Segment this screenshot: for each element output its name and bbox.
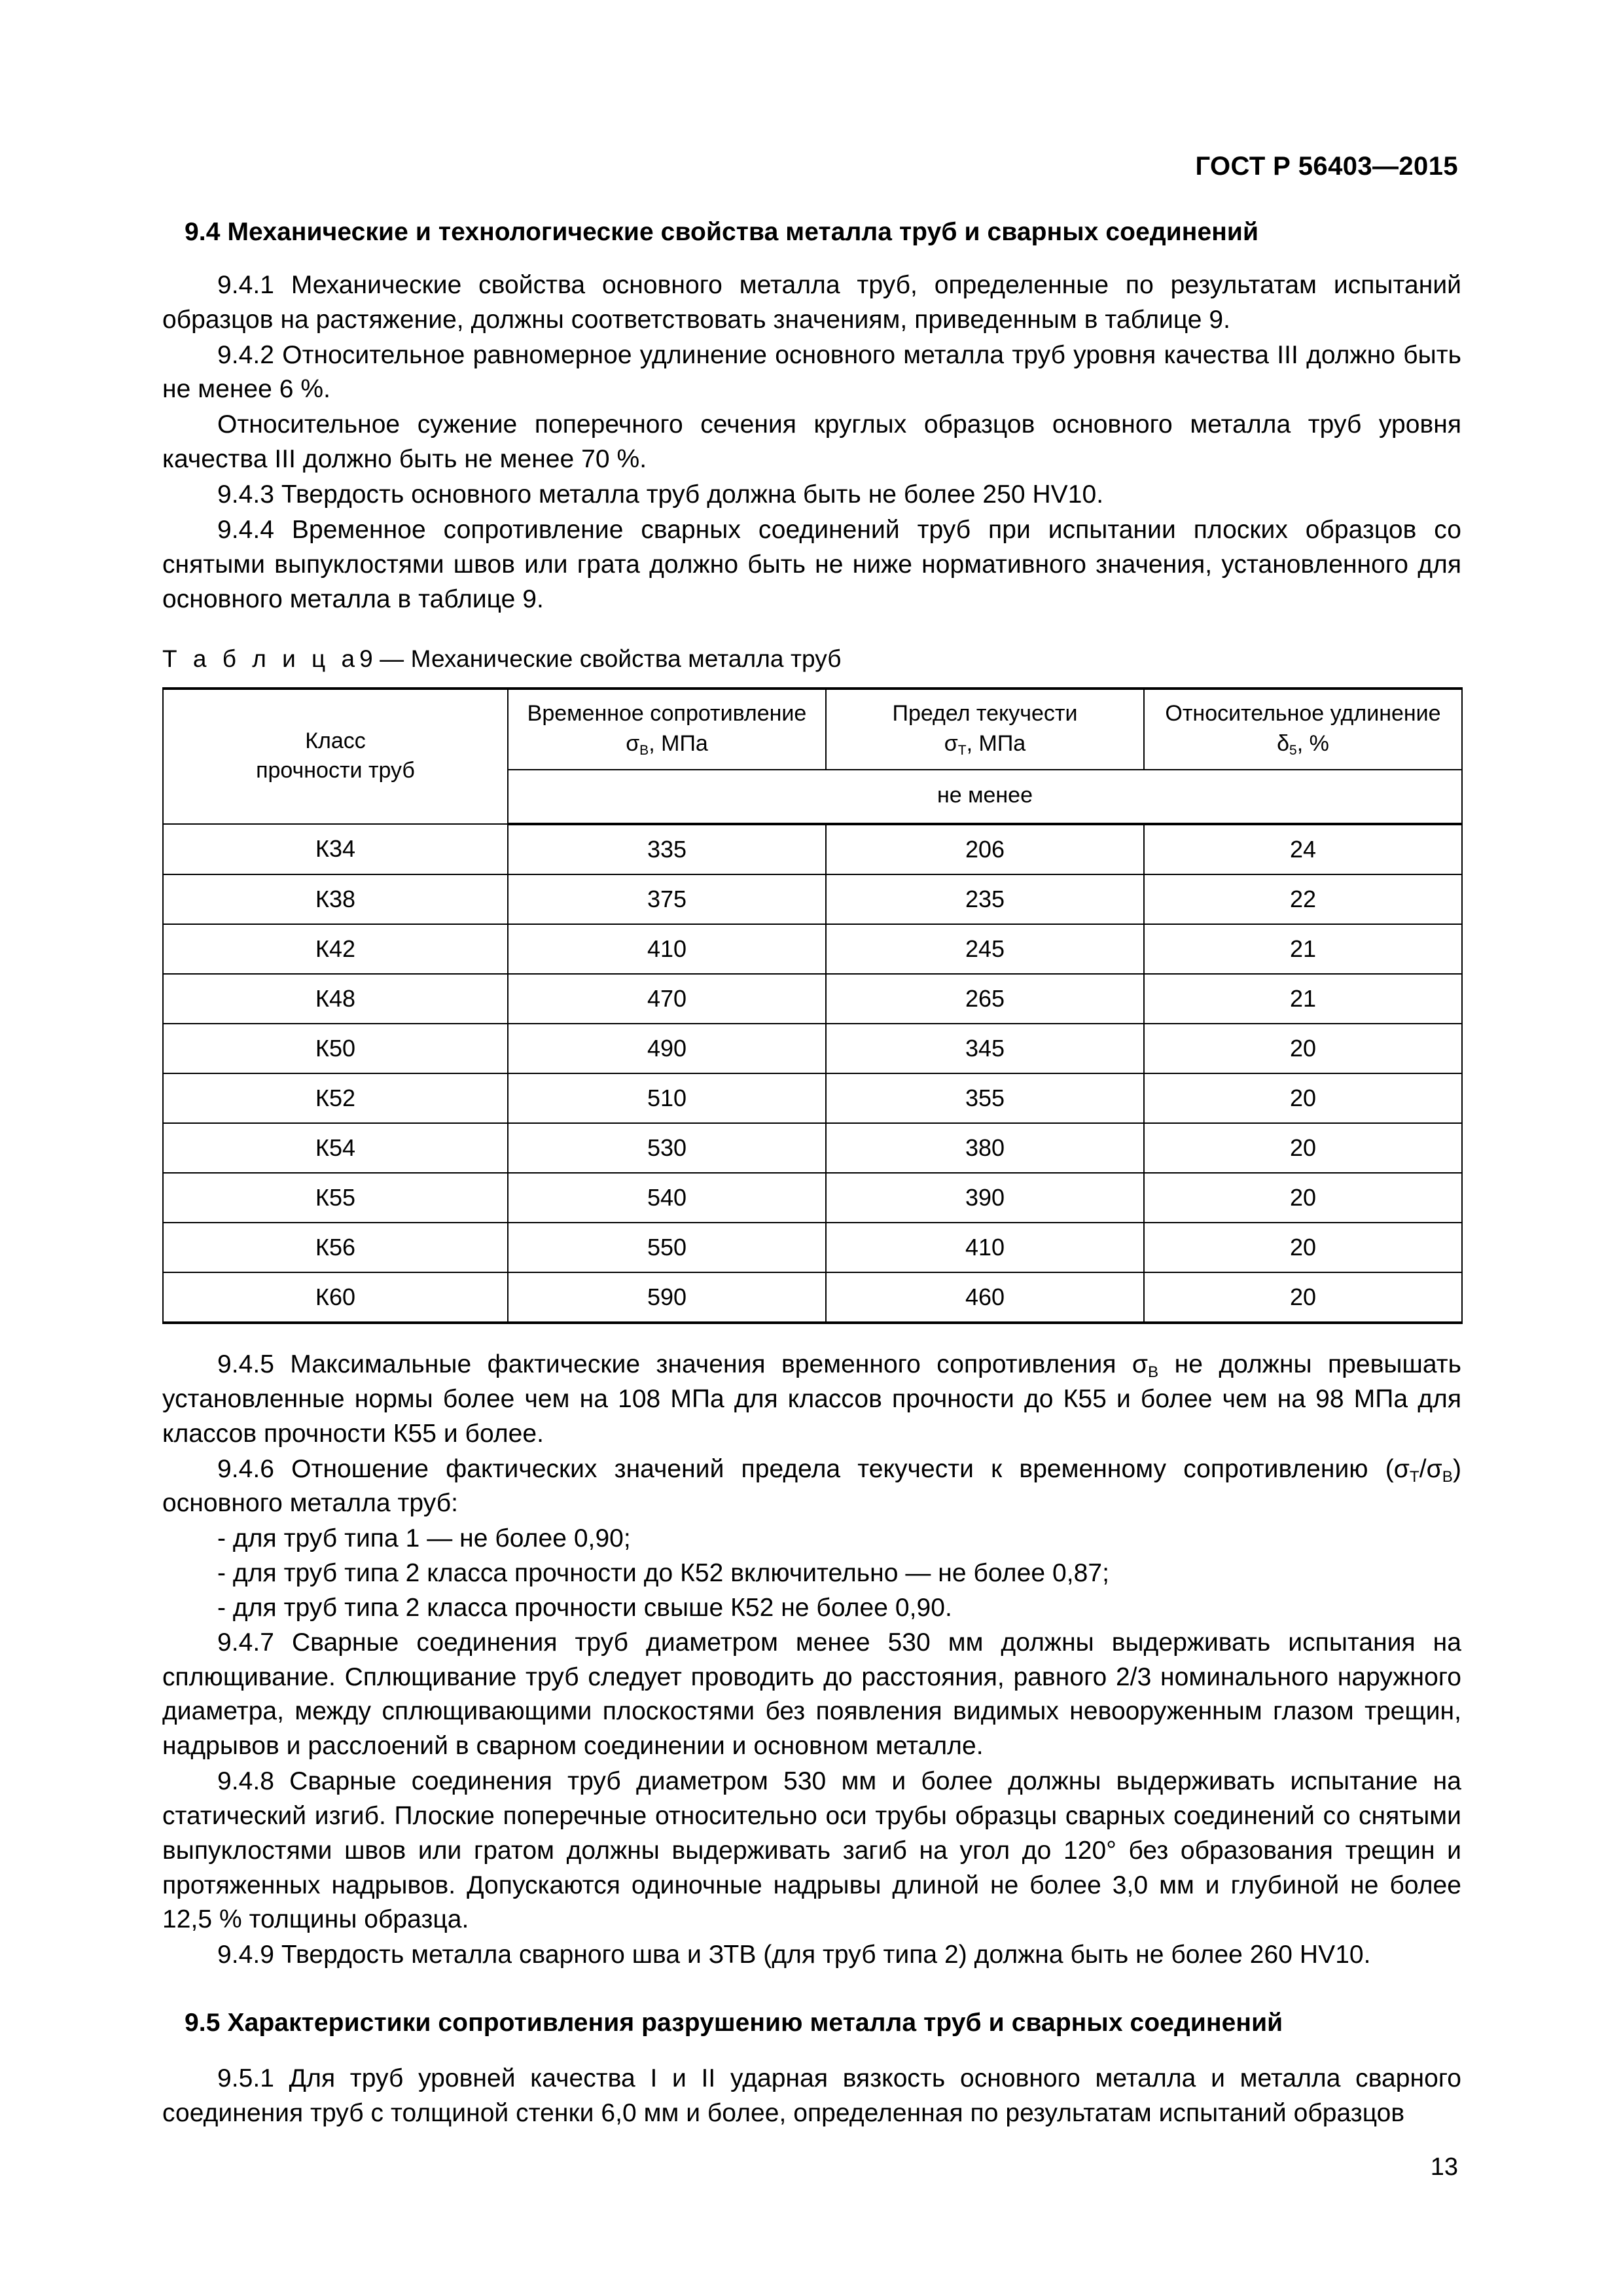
table-row — [163, 1272, 1462, 1323]
table-caption-dash: — — [380, 645, 404, 673]
cell-elongation: 20 — [1144, 1123, 1462, 1173]
cell-strength-class: К52 — [163, 1073, 508, 1123]
list-item-dash-1: - для труб типа 1 — не более 0,90; — [217, 1524, 631, 1553]
column-header-line1: Временное сопротивление — [527, 701, 807, 726]
cell-tensile: 375 — [508, 874, 826, 924]
column-header-tensile-strength — [508, 689, 826, 770]
page-number: 13 — [1430, 2153, 1458, 2181]
cell-tensile: 530 — [508, 1123, 826, 1173]
page-content — [162, 216, 1461, 2132]
table-row — [163, 824, 1462, 874]
table-row — [163, 1123, 1462, 1173]
cell-elongation: 21 — [1144, 924, 1462, 974]
cell-elongation: 20 — [1144, 1073, 1462, 1123]
list-item-dash-2: - для труб типа 2 класса прочности до К52 включительно — не более 0,87; — [217, 1559, 1109, 1588]
cell-yield: 235 — [826, 874, 1144, 924]
paragraph-9-4-6-divider: /σ — [1419, 1454, 1442, 1483]
column-header-line1: Класс — [305, 728, 366, 753]
cell-elongation: 20 — [1144, 1223, 1462, 1272]
table-row — [163, 974, 1462, 1024]
paragraph-9-4-5-part1: 9.4.5 Максимальные фактические значения временного сопротивления σ — [217, 1350, 1149, 1378]
cell-tensile: 540 — [508, 1173, 826, 1223]
subscript-b: В — [1442, 1467, 1453, 1486]
table-row — [163, 1024, 1462, 1073]
cell-strength-class: К34 — [163, 824, 508, 874]
table-header-row — [163, 689, 1462, 770]
subheader-not-less-than: не менее — [508, 770, 1462, 824]
subscript-t: Т — [1409, 1467, 1419, 1486]
table-caption-number: 9 — [359, 645, 373, 673]
unit: , МПа — [649, 730, 708, 756]
cell-strength-class: К55 — [163, 1173, 508, 1223]
paragraph-9-4-6 — [162, 1452, 1461, 1522]
cell-strength-class: К56 — [163, 1223, 508, 1272]
table-row — [163, 1223, 1462, 1272]
cell-yield: 460 — [826, 1272, 1144, 1323]
cell-yield: 245 — [826, 924, 1144, 974]
cell-elongation: 20 — [1144, 1272, 1462, 1323]
column-header-line2: прочности труб — [256, 758, 415, 783]
cell-elongation: 21 — [1144, 974, 1462, 1024]
cell-elongation: 22 — [1144, 874, 1462, 924]
table-row — [163, 1073, 1462, 1123]
cell-yield: 390 — [826, 1173, 1144, 1223]
table-body — [163, 824, 1462, 1323]
table-row — [163, 924, 1462, 974]
cell-strength-class: К50 — [163, 1024, 508, 1073]
subscript: 5 — [1289, 742, 1297, 758]
cell-tensile: 510 — [508, 1073, 826, 1123]
symbol-sigma-t: $\sigma_Т$, МПа — [944, 730, 1026, 758]
cell-strength-class: К42 — [163, 924, 508, 974]
subscript-b: В — [1148, 1363, 1159, 1381]
cell-elongation: 24 — [1144, 824, 1462, 874]
unit: , % — [1296, 730, 1329, 756]
cell-tensile: 410 — [508, 924, 826, 974]
paragraph-9-4-9: 9.4.9 Твердость металла сварного шва и ЗТВ (для труб типа 2) должна быть не более 260 HV10. — [217, 1941, 1371, 1969]
cell-tensile: 335 — [508, 824, 826, 874]
list-item-dash-3: - для труб типа 2 класса прочности свыше К52 не более 0,90. — [217, 1593, 952, 1622]
mechanical-properties-table — [162, 687, 1463, 1324]
cell-yield: 265 — [826, 974, 1144, 1024]
symbol-delta-5: $\delta_5$, % — [1277, 730, 1329, 758]
cell-elongation: 20 — [1144, 1173, 1462, 1223]
paragraph-9-4-3: 9.4.3 Твердость основного металла труб должна быть не более 250 HV10. — [217, 480, 1104, 509]
cell-strength-class: К60 — [163, 1272, 508, 1323]
subscript: Т — [957, 742, 967, 758]
section-heading-9-4: 9.4 Механические и технологические свойства металла труб и сварных соединений — [185, 218, 1259, 246]
table-row — [163, 1173, 1462, 1223]
cell-tensile: 470 — [508, 974, 826, 1024]
unit: , МПа — [966, 730, 1026, 756]
cell-yield: 206 — [826, 824, 1144, 874]
paragraph-9-5-1: 9.5.1 Для труб уровней качества I и II ударная вязкость основного металла и металла сварного соединения труб с толщиной стенки 6,0 мм и более, определенная по результатам испытаний образцов — [162, 2064, 1461, 2127]
cell-yield: 355 — [826, 1073, 1144, 1123]
paragraph-9-4-6-part2: ) основного металла труб: — [162, 1454, 1461, 1518]
paragraph-9-4-6-part1: 9.4.6 Отношение фактических значений предела текучести к временному сопротивлению (σ — [217, 1454, 1410, 1483]
cell-tensile: 590 — [508, 1272, 826, 1323]
table-caption-title: Механические свойства металла труб — [410, 645, 842, 673]
column-header-line1: Предел текучести — [892, 701, 1078, 726]
cell-yield: 345 — [826, 1024, 1144, 1073]
paragraph-9-4-5-part2: не должны превышать установленные нормы более чем на 108 МПа для классов прочности до К55 и более чем на 98 МПа для классов прочности К55 и более. — [162, 1350, 1461, 1448]
paragraph-9-4-5 — [162, 1348, 1461, 1452]
column-header-strength-class — [163, 689, 508, 824]
cell-elongation: 20 — [1144, 1024, 1462, 1073]
subscript: В — [639, 742, 649, 758]
paragraph-9-4-2: 9.4.2 Относительное равномерное удлинение основного металла труб уровня качества III должно быть не менее 6 %. — [162, 340, 1461, 404]
section-heading-9-5: 9.5 Характеристики сопротивления разрушению металла труб и сварных соединений — [185, 2009, 1283, 2037]
column-header-line1: Относительное удлинение — [1165, 701, 1441, 726]
cell-tensile: 550 — [508, 1223, 826, 1272]
cell-strength-class: К38 — [163, 874, 508, 924]
cell-strength-class: К54 — [163, 1123, 508, 1173]
running-header-standard-id: ГОСТ Р 56403—2015 — [1195, 152, 1458, 181]
paragraph-9-4-1: 9.4.1 Механические свойства основного металла труб, определенные по результатам испытаний образцов на растяжение, должны соответствовать значениям, приведенным в таблице 9. — [162, 270, 1461, 334]
paragraph-9-4-4: 9.4.4 Временное сопротивление сварных соединений труб при испытании плоских образцов со снятыми выпуклостями швов или грата должно быть не ниже нормативного значения, установленного для основного металла в таблице 9. — [162, 515, 1461, 613]
paragraph-9-4-7: 9.4.7 Сварные соединения труб диаметром менее 530 мм должны выдерживать испытания на сплющивание. Сплющивание труб следует проводить до расстояния, равного 2/3 номинального наружного диаметра, между сплющивающими плоскостями без появления видимых невооруженным глазом трещин, надрывов и расслоений в сварном соединении и основном металле. — [162, 1628, 1461, 1761]
cell-strength-class: К48 — [163, 974, 508, 1024]
cell-yield: 410 — [826, 1223, 1144, 1272]
column-header-elongation — [1144, 689, 1462, 770]
table-caption — [162, 645, 1461, 673]
symbol-sigma-b: $\sigma_В$, МПа — [626, 730, 708, 758]
cell-tensile: 490 — [508, 1024, 826, 1073]
paragraph-9-4-2-continued: Относительное сужение поперечного сечения круглых образцов основного металла труб уровня качества III должно быть не менее 70 %. — [162, 410, 1461, 474]
table-caption-label: Т а б л и ц а — [162, 645, 360, 673]
paragraph-9-4-8: 9.4.8 Сварные соединения труб диаметром 530 мм и более должны выдерживать испытание на статический изгиб. Плоские поперечные относительно оси трубы образцы сварных соединений со снятыми выпуклостями швов или гратом должны выдерживать загиб на угол до 120° без образования трещин и протяженных надрывов. Допускаются одиночные надрывы длиной не более 3,0 мм и глубиной не более 12,5 % толщины образца. — [162, 1767, 1461, 1934]
table-row — [163, 874, 1462, 924]
column-header-yield-strength — [826, 689, 1144, 770]
cell-yield: 380 — [826, 1123, 1144, 1173]
